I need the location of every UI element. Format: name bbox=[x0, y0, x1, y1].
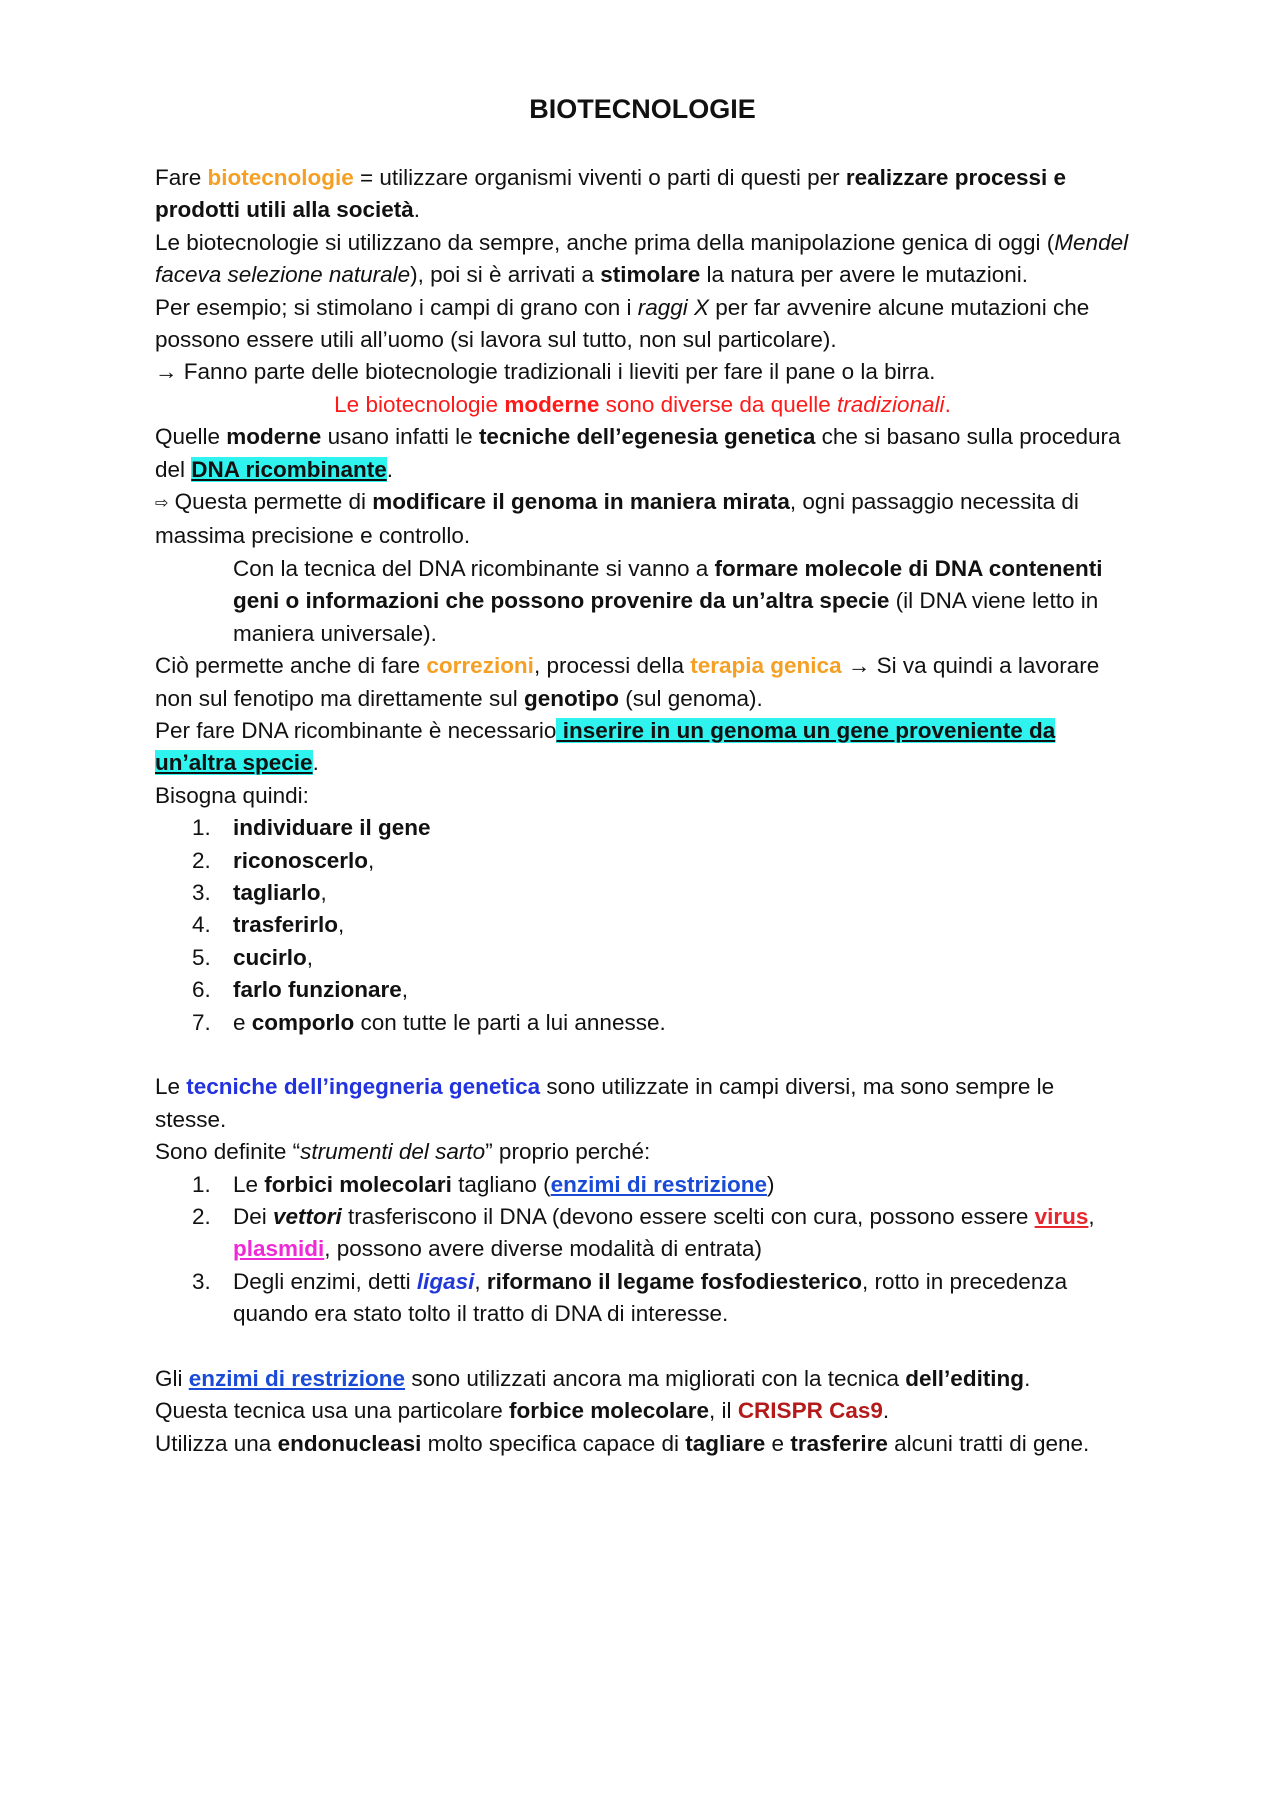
text: usano infatti le bbox=[321, 424, 479, 450]
bold-italic-text: vettori bbox=[273, 1203, 342, 1229]
bold-text: trasferirlo bbox=[233, 912, 339, 938]
italic-text: tradizionali bbox=[837, 391, 945, 417]
term-correzioni: correzioni bbox=[426, 653, 534, 679]
paragraph-editing bbox=[155, 1363, 1130, 1395]
bold-text: tagliare bbox=[685, 1430, 766, 1456]
text: (sul genoma). bbox=[618, 685, 763, 711]
bold-text: dell’editing bbox=[905, 1366, 1025, 1391]
highlight-insert-gene: inserire in un genoma un gene proveniente da un’altra specie bbox=[155, 717, 1056, 776]
text: . bbox=[882, 1398, 890, 1424]
bold-text: forbice molecolare bbox=[508, 1398, 710, 1424]
text: . bbox=[413, 197, 421, 223]
text: Le bbox=[155, 1074, 187, 1100]
bold-text: riconoscerlo bbox=[233, 847, 369, 873]
paragraph-steps-intro: Bisogna quindi: bbox=[155, 782, 309, 808]
text: , bbox=[1088, 1203, 1095, 1229]
text: Le biotecnologie bbox=[334, 391, 505, 417]
bold-text: formare molecole di DNA contenenti geni o informazioni che possono provenire da un’altra specie bbox=[233, 555, 1103, 614]
bold-text: modificare il genoma in maniera mirata bbox=[372, 489, 790, 515]
text: , bbox=[401, 977, 409, 1003]
text: , possono avere diverse modalità di entrata) bbox=[324, 1236, 763, 1262]
bold-text: farlo funzionare bbox=[233, 977, 402, 1003]
text: Per fare DNA ricombinante è necessario bbox=[155, 717, 557, 743]
text: , bbox=[368, 847, 375, 873]
bold-text: individuare il gene bbox=[233, 815, 431, 841]
link-plasmidi[interactable]: plasmidi bbox=[233, 1236, 325, 1262]
text: Ciò permette anche di fare bbox=[155, 653, 427, 679]
bold-text: riformano il legame fosfodiesterico bbox=[486, 1268, 862, 1294]
text: Le bbox=[233, 1171, 265, 1197]
link-virus[interactable]: virus bbox=[1034, 1203, 1089, 1229]
text: sono utilizzate in campi diversi, ma sono sempre le stesse. bbox=[155, 1074, 1055, 1132]
text: ), poi si è arrivati a bbox=[410, 262, 601, 288]
term-ingegneria-genetica: tecniche dell’ingegneria genetica bbox=[186, 1074, 541, 1100]
list-item bbox=[192, 845, 1130, 877]
term-crispr-cas9: CRISPR Cas9 bbox=[737, 1398, 883, 1424]
text: Gli bbox=[155, 1366, 189, 1391]
italic-text: strumenti del sarto bbox=[300, 1139, 486, 1165]
list-item bbox=[192, 942, 1130, 974]
bold-text: trasferire bbox=[790, 1430, 888, 1456]
text: ) bbox=[766, 1171, 775, 1197]
outline-arrow-icon: ⇨ bbox=[155, 495, 169, 513]
text: sono diverse da quelle bbox=[599, 391, 837, 417]
text: Per esempio; si stimolano i campi di grano con i bbox=[155, 294, 638, 320]
text: , processi della bbox=[533, 653, 691, 679]
paragraph-modern-vs-traditional bbox=[155, 389, 1130, 421]
text: . bbox=[1024, 1366, 1031, 1391]
page-title: BIOTECNOLOGIE bbox=[529, 94, 756, 124]
paragraph-modern bbox=[155, 421, 1130, 486]
bold-text: stimolare bbox=[600, 262, 701, 288]
list-number: 5. bbox=[192, 944, 211, 970]
bold-text: endonucleasi bbox=[277, 1430, 422, 1456]
text: Fare bbox=[155, 165, 208, 190]
text: ” proprio perché: bbox=[485, 1139, 651, 1165]
bold-text: comporlo bbox=[251, 1009, 355, 1035]
paragraph-definition bbox=[155, 162, 1130, 227]
text: alcuni tratti di gene. bbox=[887, 1430, 1090, 1456]
text: per far avvenire alcune mutazioni che possono essere utili all’uomo (si lavora sul tutto, non sul particolare). bbox=[155, 294, 1090, 353]
spacer bbox=[155, 1331, 1130, 1363]
text: e bbox=[233, 1009, 252, 1035]
list-number: 2. bbox=[192, 1203, 211, 1229]
list-number: 6. bbox=[192, 977, 211, 1003]
list-item bbox=[192, 1201, 1130, 1266]
text: Le biotecnologie si utilizzano da sempre, anche prima della manipolazione genica di oggi ( bbox=[155, 229, 1055, 255]
text: . bbox=[944, 391, 951, 417]
paragraph-requirement bbox=[155, 715, 1130, 780]
bold-text: tecniche dell’egenesia genetica bbox=[478, 424, 816, 450]
list-number: 3. bbox=[192, 879, 211, 905]
list-item bbox=[192, 974, 1130, 1006]
text: Utilizza una bbox=[155, 1430, 278, 1456]
text: , il bbox=[709, 1398, 738, 1424]
bold-text: moderne bbox=[226, 424, 322, 450]
text: . bbox=[312, 750, 319, 776]
text: sono utilizzati ancora ma migliorati con la tecnica bbox=[405, 1366, 906, 1391]
list-number: 7. bbox=[192, 1009, 211, 1035]
text: la natura per avere le mutazioni. bbox=[700, 262, 1028, 288]
term-terapia-genica: terapia genica bbox=[690, 653, 842, 679]
list-item bbox=[192, 1169, 1130, 1201]
text: Con la tecnica del DNA ricombinante si vanno a bbox=[233, 555, 715, 581]
text: tagliano ( bbox=[451, 1171, 551, 1197]
link-enzimi-di-restrizione[interactable]: enzimi di restrizione bbox=[188, 1366, 406, 1391]
paragraph-genetic-engineering bbox=[155, 1071, 1130, 1136]
text: , bbox=[338, 912, 345, 938]
text: Questa permette di bbox=[168, 489, 373, 515]
text: (il DNA viene letto in maniera universale). bbox=[233, 588, 1099, 646]
bold-text: moderne bbox=[504, 391, 600, 417]
text: Sono definite “ bbox=[155, 1139, 301, 1165]
paragraph-history bbox=[155, 227, 1130, 292]
term-biotecnologie: biotecnologie bbox=[207, 165, 354, 190]
list-number: 1. bbox=[192, 815, 211, 841]
list-item bbox=[192, 1007, 1130, 1039]
list-item bbox=[192, 909, 1130, 941]
list-number: 1. bbox=[192, 1171, 211, 1197]
bold-text: genotipo bbox=[523, 685, 619, 711]
highlight-dna-ricombinante: DNA ricombinante bbox=[191, 456, 387, 482]
link-enzimi-di-restrizione[interactable]: enzimi di restrizione bbox=[550, 1171, 767, 1197]
bold-text: realizzare processi e prodotti utili alla società bbox=[155, 165, 1067, 223]
text: Dei bbox=[233, 1203, 274, 1229]
paragraph-example bbox=[155, 292, 1130, 357]
list-item bbox=[192, 812, 1130, 844]
text: → Si va quindi a lavorare non sul fenotipo ma direttamente sul bbox=[155, 653, 1100, 711]
text: con tutte le parti a lui annesse. bbox=[354, 1009, 666, 1035]
paragraph-tools-intro bbox=[155, 1136, 1130, 1168]
text: = utilizzare organismi viventi o parti di questi per bbox=[353, 165, 846, 190]
text: , bbox=[320, 879, 327, 905]
italic-text: Mendel faceva selezione naturale bbox=[155, 229, 1129, 288]
text: , bbox=[306, 944, 314, 970]
steps-list bbox=[155, 812, 1130, 1039]
text: molto specifica capace di bbox=[421, 1430, 686, 1456]
text: , ogni passaggio necessita di massima precisione e controllo. bbox=[155, 489, 1079, 549]
italic-text: raggi X bbox=[637, 294, 710, 320]
tools-list bbox=[155, 1169, 1130, 1331]
text: che si basano sulla procedura del bbox=[155, 424, 1121, 482]
bold-text: tagliarlo bbox=[233, 879, 321, 905]
text: , bbox=[474, 1268, 487, 1294]
paragraph-traditional: → Fanno parte delle biotecnologie tradizionali i lieviti per fare il pane o la birra. bbox=[155, 359, 936, 385]
text: . bbox=[386, 456, 393, 482]
spacer bbox=[155, 1039, 1130, 1071]
list-number: 2. bbox=[192, 847, 211, 873]
term-ligasi: ligasi bbox=[416, 1268, 475, 1294]
bold-text: cucirlo bbox=[233, 944, 307, 970]
paragraph-endonucleasi bbox=[155, 1428, 1130, 1460]
paragraph-crispr bbox=[155, 1395, 1130, 1427]
text: Degli enzimi, detti bbox=[233, 1268, 417, 1294]
paragraph-genome-modification bbox=[155, 486, 1130, 553]
text: Questa tecnica usa una particolare bbox=[155, 1398, 509, 1424]
list-number: 3. bbox=[192, 1268, 211, 1294]
list-number: 4. bbox=[192, 912, 211, 938]
text: Quelle bbox=[155, 424, 227, 450]
bold-text: forbici molecolari bbox=[264, 1171, 452, 1197]
paragraph-recombinant-technique bbox=[155, 553, 1130, 650]
list-item bbox=[192, 1266, 1130, 1331]
text: , rotto in precedenza quando era stato tolto il tratto di DNA di interesse. bbox=[233, 1268, 1068, 1327]
text: e bbox=[765, 1430, 791, 1456]
paragraph-gene-therapy bbox=[155, 650, 1130, 715]
list-item bbox=[192, 877, 1130, 909]
text: trasferiscono il DNA (devono essere scelti con cura, possono essere bbox=[341, 1203, 1035, 1229]
